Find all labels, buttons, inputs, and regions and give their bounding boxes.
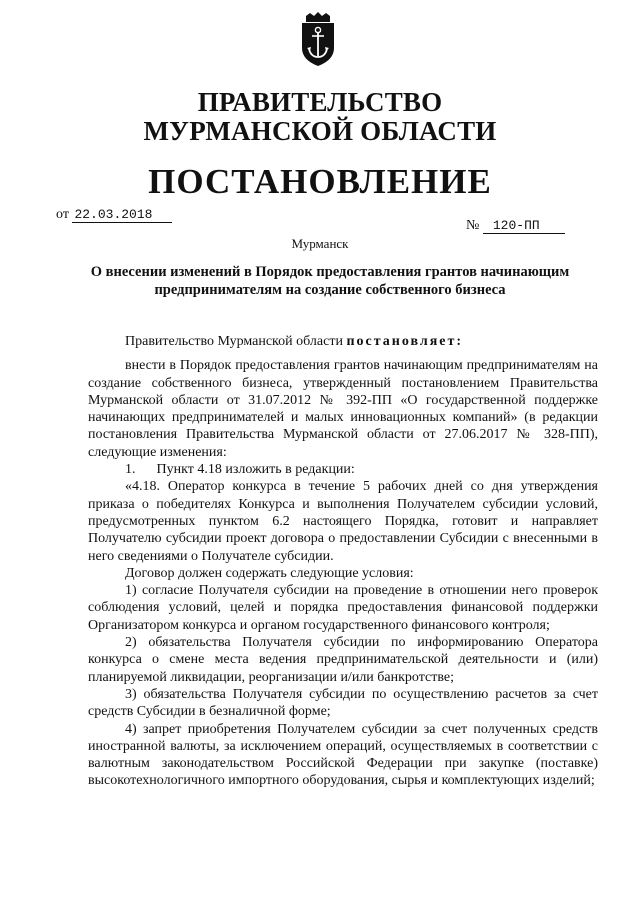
- document-title: О внесении изменений в Порядок предоставления грантов начинающим предпринимателям на создание собственного бизнеса: [90, 264, 570, 298]
- body-paragraph: 2) обязательства Получателя субсидии по информированию Оператора конкурса о смене места ведения предпринимательской деятельности и (или) планируемой ликвидации, реорганизации и/или банкротстве;: [88, 635, 598, 685]
- date-field: [56, 207, 172, 223]
- body-paragraph: 4) запрет приобретения Получателем субсидии за счет полученных средств иностранной валюты, за исключением операций, осуществляемых в соответствии с валютным законодательством Российской Федерации при закупке (поставке) высокотехнологичного импортного оборудования, сырья и комплектующих изделий;: [88, 721, 598, 789]
- body-paragraph: 3) обязательства Получателя субсидии по осуществлению расчетов за счет средств Субсидии в безналичной форме;: [88, 686, 598, 720]
- number-field: [466, 218, 565, 234]
- number-prefix: №: [466, 218, 480, 233]
- document-body: [88, 333, 598, 790]
- intro-paragraph: [88, 333, 598, 350]
- coat-of-arms-icon: [297, 12, 339, 68]
- body-paragraph: 1) согласие Получателя субсидии на проведение в отношении него проверок соблюдения условий, целей и порядка предоставления финансовой поддержки Организатором конкурса и органом государственного финансового контроля;: [88, 583, 598, 633]
- org-name-line1: ПРАВИТЕЛЬСТВО: [197, 87, 443, 117]
- number-value: 120-ПП: [483, 219, 565, 234]
- date-value: 22.03.2018: [72, 208, 172, 223]
- city-label: Мурманск: [291, 236, 349, 251]
- org-name-line2: МУРМАНСКОЙ ОБЛАСТИ: [143, 116, 497, 146]
- body-paragraph: Договор должен содержать следующие условия:: [125, 565, 414, 581]
- intro-text: Правительство Мурманской области: [125, 334, 347, 349]
- body-paragraph: внести в Порядок предоставления грантов начинающим предпринимателям на создание собственного бизнеса, утвержденный постановлением Правительства Мурманской области от 31.07.2012 № 392-ПП «О государственной поддержке начинающих предпринимателей и малых инновационных компаний» (в редакции постановления Правительства Мурманской области от 27.06.2017 № 328-ПП), следующие изменения:: [88, 358, 598, 460]
- date-prefix: от: [56, 207, 69, 222]
- document-type-heading: ПОСТАНОВЛЕНИЕ: [148, 162, 492, 201]
- body-paragraph: 1. Пункт 4.18 изложить в редакции:: [125, 462, 355, 478]
- intro-spaced-word: постановляет:: [346, 334, 464, 349]
- body-paragraph: «4.18. Оператор конкурса в течение 5 рабочих дней со дня утверждения приказа о победителях Конкурса и выполнения Получателем субсидии условий, предусмотренных пунктом 6.2 настоящего Порядка, готовит и направляет Получателю субсидии проект договора о предоставлении Субсидии с внесенными в него сведениями о Получателе субсидии.: [88, 479, 598, 564]
